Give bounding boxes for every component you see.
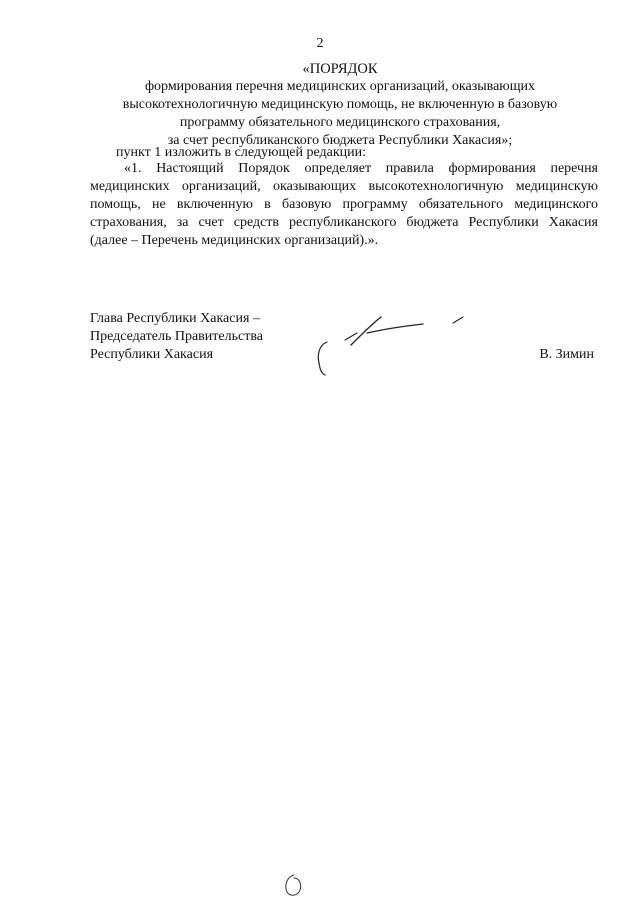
signatory-title-line: Председатель Правительства	[90, 329, 263, 344]
signatory-title-line: Республики Хакасия	[90, 347, 214, 362]
order-heading-line: формирования перечня медицинских организаций, оказывающих	[144, 79, 536, 94]
paragraph-1	[90, 160, 598, 250]
paragraph-line: (далее – Перечень медицинских организаций).».	[90, 233, 379, 248]
order-title: «ПОРЯДОК	[302, 61, 378, 77]
paragraph-line: «1. Настоящий Порядок определяет правила формирования перечня	[124, 161, 598, 176]
paragraph-line: помощь, не включенную в базовую программу обязательного медицинского	[90, 197, 598, 212]
amendment-instruction: пункт 1 изложить в следующей редакции:	[116, 145, 366, 160]
order-heading-line: высокотехнологичную медицинскую помощь, не включенную в базовую	[122, 97, 558, 112]
signatory-title	[90, 310, 263, 364]
signatory-title-line: Глава Республики Хакасия –	[90, 311, 260, 326]
order-heading-line: программу обязательного медицинского страхования,	[179, 115, 501, 130]
handwritten-mark	[282, 872, 304, 898]
order-heading-line: за счет республиканского бюджета Республики Хакасия»;	[167, 133, 513, 148]
paragraph-line: страхования, за счет средств республиканского бюджета Республики Хакасия	[90, 215, 598, 230]
handwritten-signature	[305, 305, 475, 380]
order-heading	[70, 60, 610, 150]
paragraph-line: медицинских организаций, оказывающих высокотехнологичную медицинскую	[90, 179, 598, 194]
page-number: 2	[316, 36, 324, 51]
signer-name: В. Зимин	[539, 347, 594, 362]
